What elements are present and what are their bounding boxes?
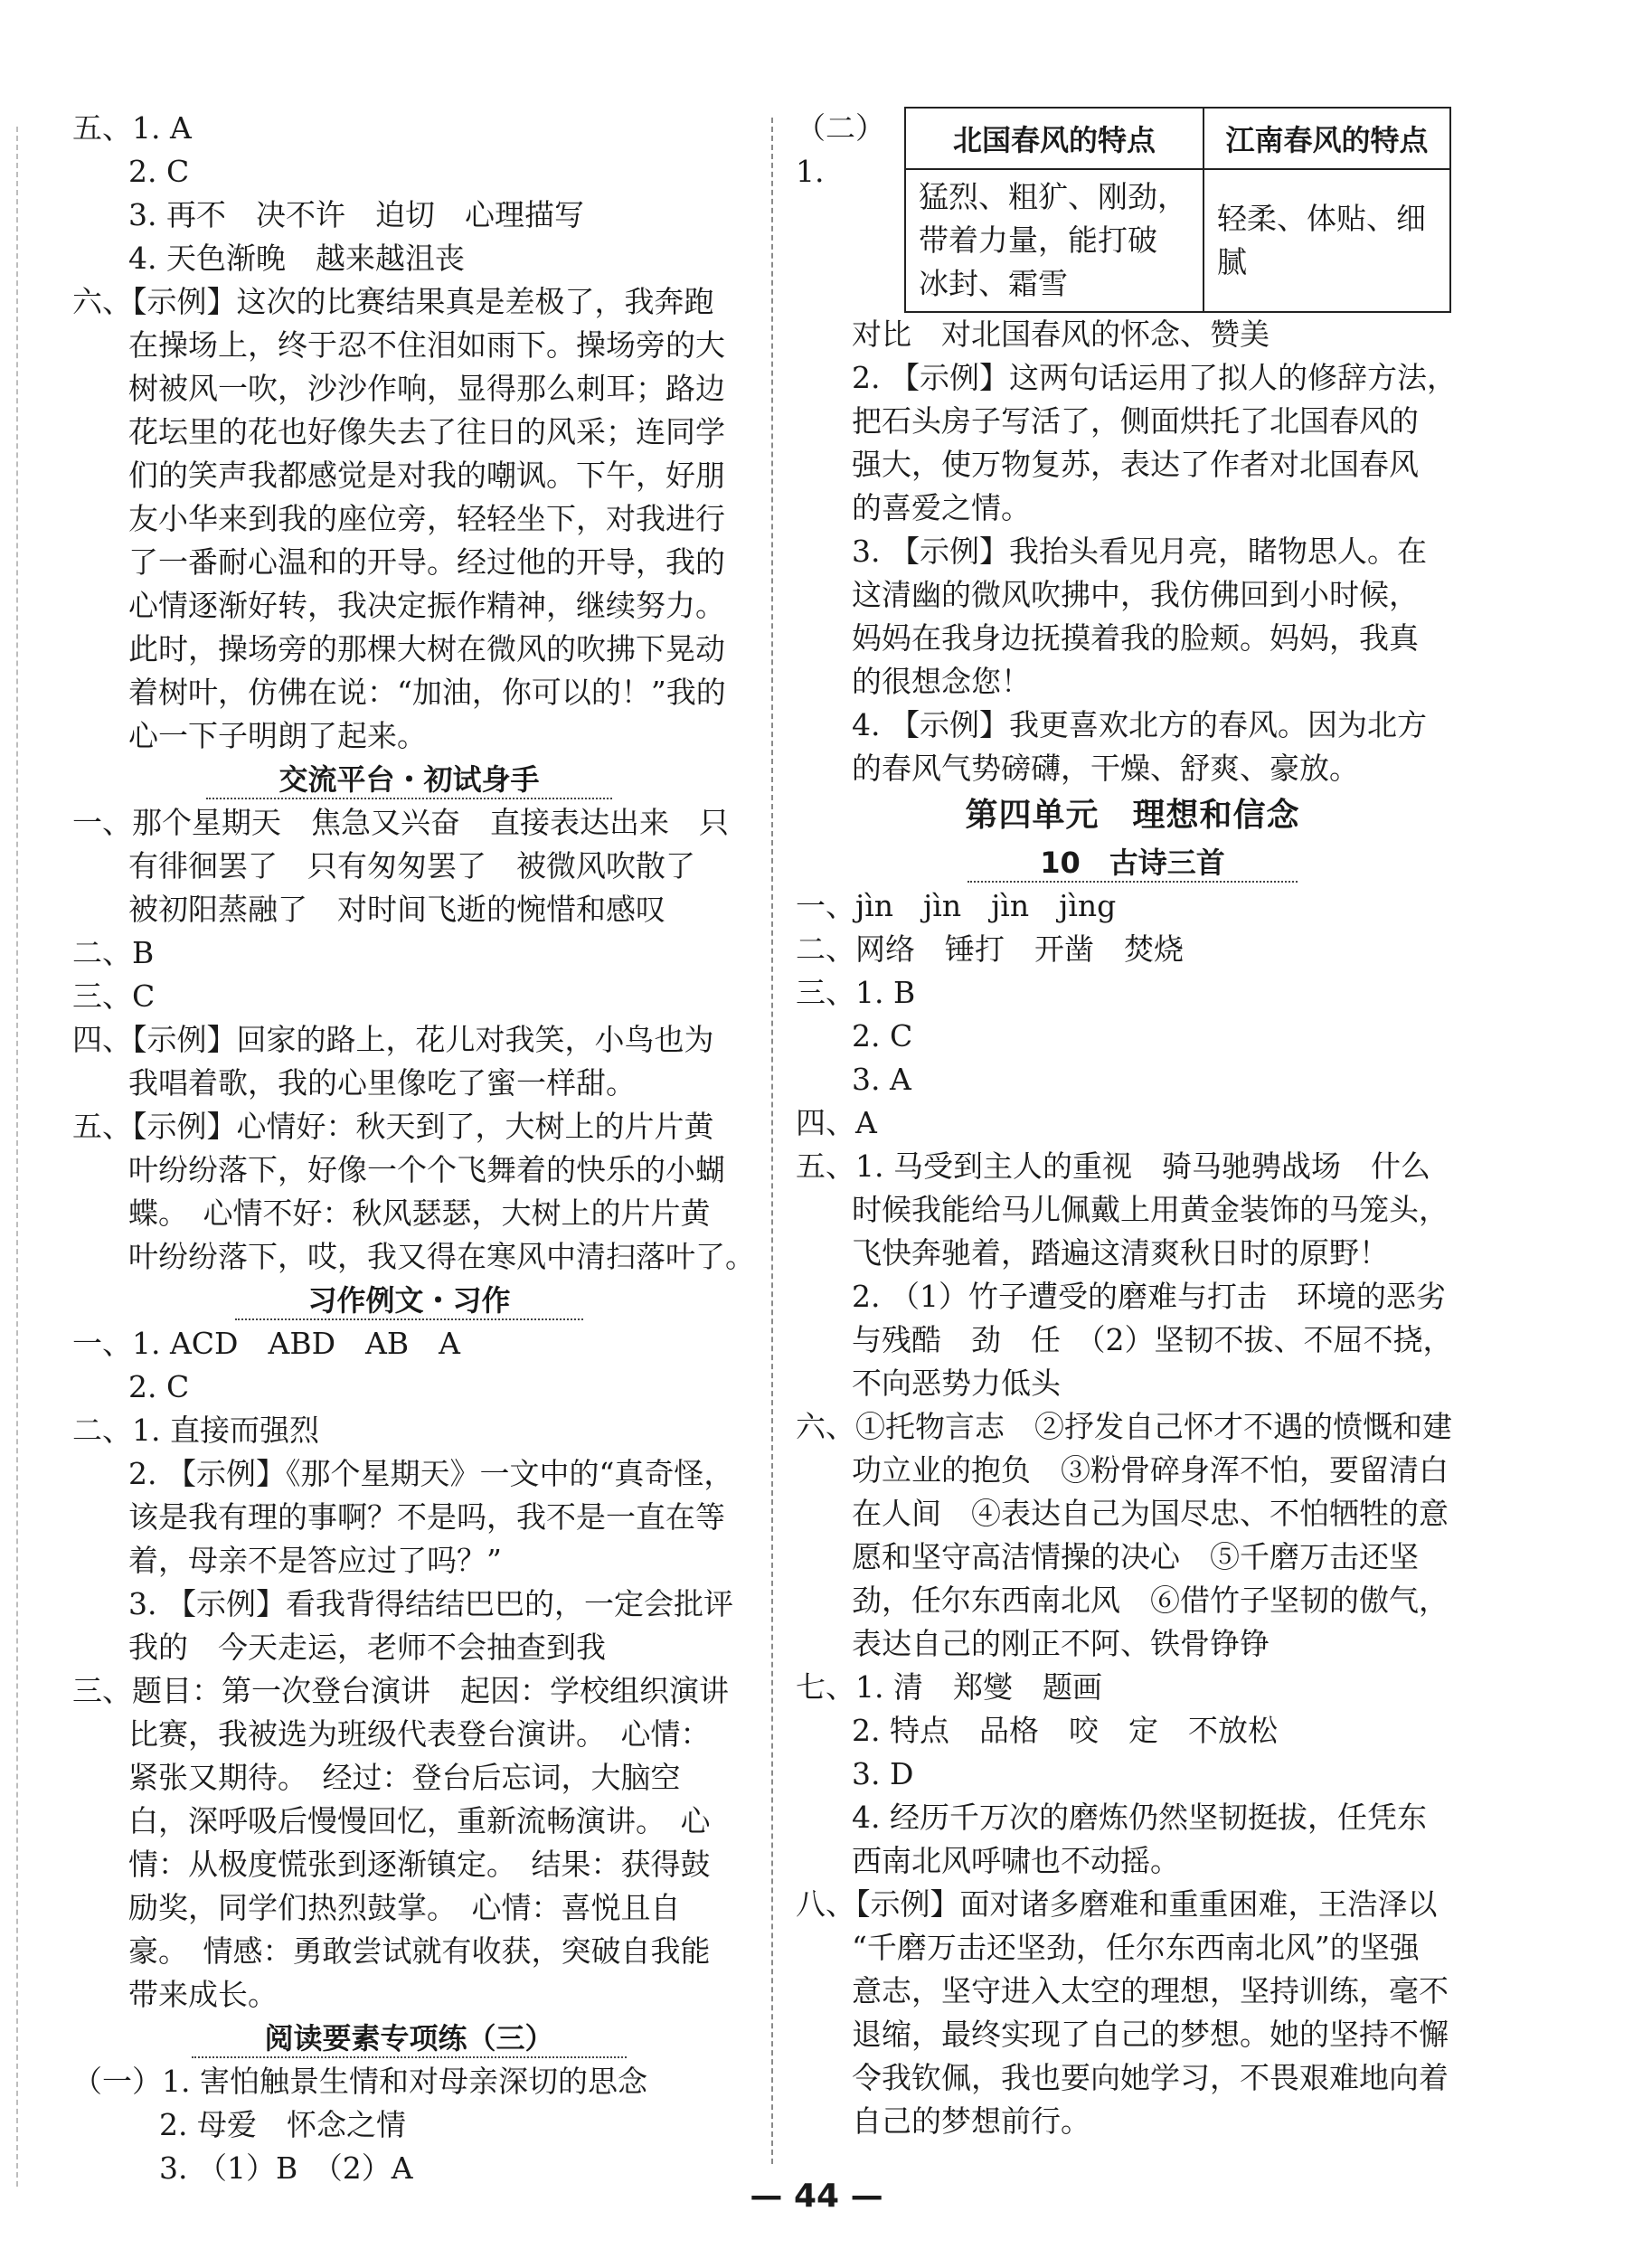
- answer-line: 3. 【示例】我抬头看见月亮，睹物思人。在: [852, 534, 1427, 569]
- answer-line: 的春风气势磅礴，干燥、舒爽、豪放。: [852, 751, 1359, 786]
- answer-line: 3. D: [852, 1756, 914, 1791]
- page-number: — 44 —: [750, 2178, 883, 2215]
- answer-line: 了一番耐心温和的开导。经过他的开导，我的: [128, 544, 725, 580]
- answer-line: 比赛，我被选为班级代表登台演讲。 心情：: [128, 1716, 711, 1752]
- answer-line: 被初阳蒸融了 对时间飞逝的惋惜和感叹: [128, 892, 665, 927]
- answer-line: 我的 今天走运，老师不会抽查到我: [128, 1630, 606, 1665]
- section-heading: [72, 758, 746, 801]
- answer-line: 五、【示例】心情好：秋天到了，大树上的片片黄: [72, 1109, 714, 1144]
- answer-line: 豪。 情感：勇敢尝试就有收获，突破自我能: [128, 1933, 711, 1969]
- answer-line: 一、那个星期天 焦急又兴奋 直接表达出来 只: [72, 805, 729, 840]
- table-cell-line: 冰封、霜雪: [919, 266, 1068, 301]
- answer-line: 三、C: [72, 978, 156, 1014]
- table-cell-line: 猛烈、粗犷、刚劲，: [919, 179, 1187, 214]
- section-heading: [72, 2017, 746, 2060]
- answer-line: 妈妈在我身边抚摸着我的脸颊。妈妈，我真: [852, 620, 1419, 656]
- answer-line: 该是我有理的事啊？不是吗，我不是一直在等: [128, 1499, 725, 1535]
- table-question-label: （二）1.: [796, 110, 885, 189]
- answer-line: 六、【示例】这次的比赛结果真是差极了，我奔跑: [72, 284, 714, 319]
- column-divider: [771, 118, 773, 2164]
- answer-line: 心一下子明朗了起来。: [128, 718, 427, 753]
- answer-line: 与残酷 劲 任 （2）坚韧不拔、不屈不挠，: [852, 1322, 1453, 1357]
- answer-line: 八、【示例】面对诸多磨难和重重困难，王浩泽以: [796, 1886, 1438, 1922]
- answer-line: 这清幽的微风吹拂中，我仿佛回到小时候，: [852, 577, 1419, 612]
- answer-line: 的喜爱之情。: [852, 490, 1031, 525]
- answer-line: （一）1. 害怕触景生情和对母亲深切的思念: [72, 2064, 647, 2099]
- answer-line: 2. 【示例】《那个星期天》一文中的“真奇怪，: [128, 1456, 734, 1491]
- answer-line: 自己的梦想前行。: [852, 2103, 1090, 2139]
- right-column: [796, 107, 1469, 2143]
- answer-line: 友小华来到我的座位旁，轻轻坐下，对我进行: [128, 501, 725, 536]
- section-heading: [72, 1279, 746, 1322]
- answer-line: 蝶。 心情不好：秋风瑟瑟，大树上的片片黄: [128, 1195, 711, 1231]
- answer-line: 愿和坚守高洁情操的决心 ⑤千磨万击还坚: [852, 1539, 1419, 1574]
- answer-line: 3. 【示例】看我背得结结巴巴的，一定会批评: [128, 1586, 733, 1621]
- answer-line: 一、jìn jìn jìn jìng: [796, 888, 1117, 923]
- table-header-south: 江南春风的特点: [1204, 108, 1450, 169]
- answer-line: 4. 天色渐晚 越来越沮丧: [128, 241, 465, 276]
- answer-line: 在人间 ④表达自己为国尽忠、不怕牺牲的意: [852, 1496, 1449, 1531]
- answer-line: 七、1. 清 郑燮 题画: [796, 1669, 1102, 1705]
- answer-line: 四、A: [796, 1105, 877, 1140]
- answer-line: 2. C: [128, 154, 190, 189]
- answer-line: 在操场上，终于忍不住泪如雨下。操场旁的大: [128, 327, 725, 363]
- spring-wind-table: [904, 107, 1451, 313]
- answer-line: “千磨万击还坚劲，任尔东西南北风”的坚强: [852, 1930, 1420, 1965]
- answer-line: 把石头房子写活了，侧面烘托了北国春风的: [852, 403, 1419, 439]
- answer-line: 着树叶，仿佛在说：“加油，你可以的！”我的: [128, 675, 726, 710]
- answer-line: 励奖，同学们热烈鼓掌。 心情：喜悦且自: [128, 1890, 681, 1925]
- answer-line: 2. 母爱 怀念之情: [159, 2107, 406, 2142]
- answer-line: 花坛里的花也好像失去了往日的风采；连同学: [128, 414, 725, 449]
- answer-line: 紧张又期待。 经过：登台后忘词，大脑空: [128, 1760, 681, 1795]
- answer-line: 2. C: [128, 1369, 190, 1404]
- answer-line: 退缩，最终实现了自己的梦想。她的坚持不懈: [852, 2017, 1449, 2052]
- answer-line: 功立业的抱负 ③粉骨碎身浑不怕，要留清白: [852, 1452, 1449, 1488]
- table-cell-south: 轻柔、体贴、细腻: [1204, 169, 1450, 312]
- answer-line: 六、①托物言志 ②抒发自己怀才不遇的愤慨和建: [796, 1409, 1452, 1444]
- spring-wind-table-row: [796, 107, 1469, 313]
- answer-line: 叶纷纷落下，哎，我又得在寒风中清扫落叶了。: [128, 1239, 755, 1274]
- section-heading-text: 交流平台・初试身手: [206, 761, 611, 799]
- table-cell-line: 带着力量，能打破: [919, 222, 1157, 258]
- answer-line: 的很想念您！: [852, 664, 1031, 699]
- table-header-north: 北国春风的特点: [905, 108, 1204, 169]
- answer-line: 心情逐渐好转，我决定振作精神，继续努力。: [128, 588, 725, 623]
- answer-line: 4. 【示例】我更喜欢北方的春风。因为北方: [852, 707, 1427, 742]
- answer-line: 意志，坚守进入太空的理想，坚持训练，毫不: [852, 1973, 1449, 2008]
- answer-line: 时候我能给马儿佩戴上用黄金装饰的马笼头，: [852, 1192, 1449, 1227]
- answer-line: 2. 特点 品格 咬 定 不放松: [852, 1713, 1278, 1748]
- answer-line: 2. （1）竹子遭受的磨难与打击 环境的恶劣: [852, 1279, 1446, 1314]
- answer-line: 三、1. B: [796, 975, 916, 1010]
- answer-line: 二、网络 锤打 开凿 焚烧: [796, 931, 1184, 967]
- answer-line: 五、1. A: [72, 110, 192, 146]
- page-edge-dashes: [16, 127, 18, 2187]
- answer-line: 有徘徊罢了 只有匆匆罢了 被微风吹散了: [128, 848, 695, 884]
- section-heading-text: 阅读要素专项练（三）: [192, 2020, 626, 2058]
- section-heading-text: 10 古诗三首: [968, 845, 1298, 883]
- answer-line: 对比 对北国春风的怀念、赞美: [852, 317, 1270, 352]
- answer-line: 令我钦佩，我也要向她学习，不畏艰难地向着: [852, 2060, 1449, 2095]
- answer-line: 带来成长。: [128, 1977, 278, 2012]
- answer-line: 五、1. 马受到主人的重视 骑马驰骋战场 什么: [796, 1148, 1430, 1184]
- answer-line: 表达自己的刚正不阿、铁骨铮铮: [852, 1626, 1270, 1661]
- answer-line: 着，母亲不是答应过了吗？”: [128, 1543, 502, 1578]
- answer-line: 2. 【示例】这两句话运用了拟人的修辞方法，: [852, 360, 1457, 395]
- answer-line: 3. （1）B （2）A: [159, 2150, 413, 2186]
- answer-line: 2. C: [852, 1018, 913, 1054]
- answer-line: 3. A: [852, 1062, 911, 1097]
- unit-title: 第四单元 理想和信念: [965, 797, 1300, 834]
- answer-line: 强大，使万物复苏，表达了作者对北国春风: [852, 447, 1419, 482]
- answer-line: 不向恶势力低头: [852, 1366, 1061, 1401]
- answer-line: 我唱着歌，我的心里像吃了蜜一样甜。: [128, 1065, 636, 1101]
- section-heading: [796, 841, 1469, 884]
- left-column: [72, 107, 755, 2190]
- answer-line: 4. 经历千万次的磨炼仍然坚韧挺拔，任凭东: [852, 1800, 1427, 1835]
- answer-line: 飞快奔驰着，踏遍这清爽秋日时的原野！: [852, 1235, 1389, 1271]
- answer-line: 情：从极度慌张到逐渐镇定。 结果：获得鼓: [128, 1847, 711, 1882]
- section-heading-text: 习作例文・习作: [235, 1282, 582, 1320]
- answer-line: 叶纷纷落下，好像一个个飞舞着的快乐的小蝴: [128, 1152, 725, 1187]
- answer-line: 此时，操场旁的那棵大树在微风的吹拂下晃动: [128, 631, 725, 666]
- answer-line: 树被风一吹，沙沙作响，显得那么刺耳；路边: [128, 371, 725, 406]
- answer-line: 四、【示例】回家的路上，花儿对我笑，小鸟也为: [72, 1022, 714, 1057]
- table-cell-north: [905, 169, 1204, 312]
- answer-line: 二、B: [72, 935, 155, 970]
- answer-line: 二、1. 直接而强烈: [72, 1413, 319, 1448]
- answer-line: 白，深呼吸后慢慢回忆，重新流畅演讲。 心: [128, 1803, 711, 1838]
- answer-line: 西南北风呼啸也不动摇。: [852, 1843, 1180, 1878]
- answer-line: 三、题目：第一次登台演讲 起因：学校组织演讲: [72, 1673, 729, 1708]
- answer-line: 一、1. ACD ABD AB A: [72, 1326, 460, 1361]
- answer-line: 3. 再不 决不许 迫切 心理描写: [128, 197, 584, 232]
- answer-line: 劲，任尔东西南北风 ⑥借竹子坚韧的傲气，: [852, 1583, 1449, 1618]
- answer-line: 们的笑声我都感觉是对我的嘲讽。下午，好朋: [128, 458, 725, 493]
